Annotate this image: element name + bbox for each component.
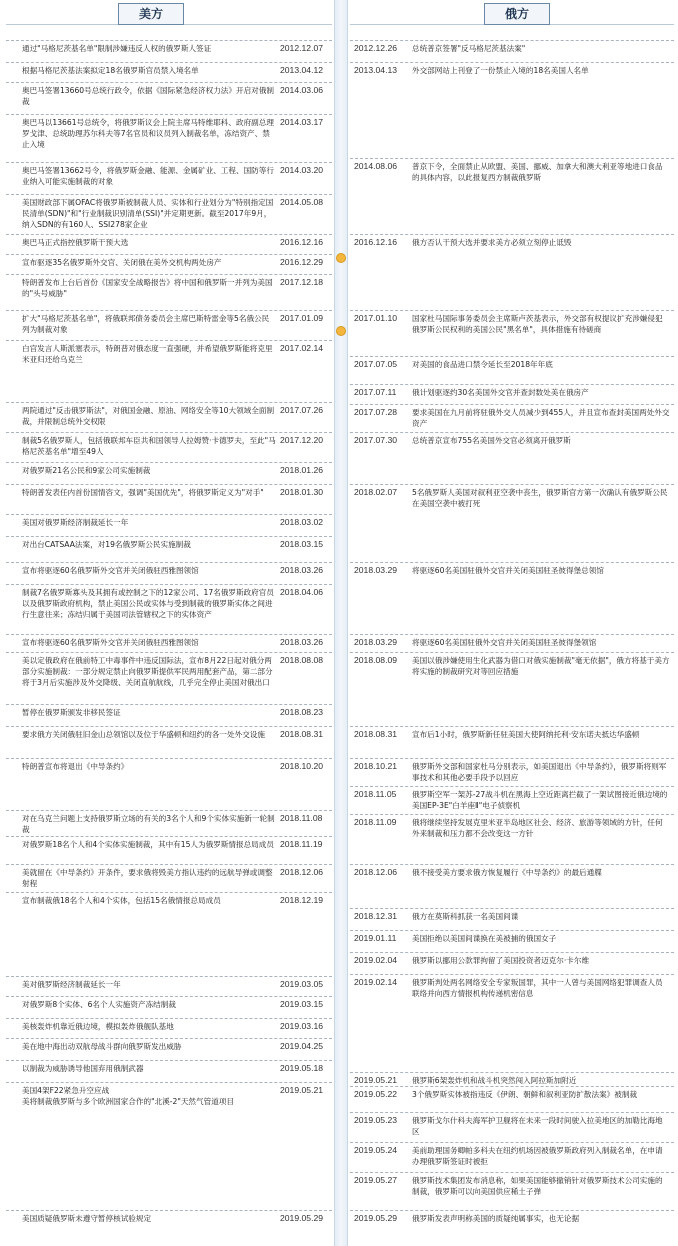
us-timeline-entry <box>6 1210 332 1232</box>
event-date: 2014.03.20 <box>280 165 324 175</box>
event-text: 美在地中海出动双航母战斗群向俄罗斯发出威胁 <box>22 1042 182 1051</box>
event-date: 2014.05.08 <box>280 197 324 207</box>
ru-timeline-entry <box>350 864 674 892</box>
us-timeline-entry <box>6 836 332 864</box>
event-text: 俄罗斯6架轰炸机和战斗机突然闯入阿拉斯加附近 <box>412 1076 577 1085</box>
event-text: 美就留在《中导条约》开条件，要求俄将毁美方指认违约的远航导弹或调整射程 <box>22 868 273 888</box>
event-date: 2014.08.06 <box>354 161 398 171</box>
event-date: 2018.03.15 <box>280 539 324 549</box>
event-text: 对俄罗斯18名个人和4个实体实施制裁，其中有15人为俄罗斯情报总局成员 <box>22 840 274 849</box>
ru-timeline-entry <box>350 930 674 952</box>
timeline-marker-dot <box>336 253 346 263</box>
event-text: 总统普京签署"反马格尼茨基法案" <box>412 44 526 53</box>
event-date: 2018.11.08 <box>280 813 323 823</box>
event-date: 2019.04.25 <box>280 1041 324 1051</box>
event-text: 美国4架F22紧急升空应战 美将制裁俄罗斯与多个欧洲国家合作的"北溪-2"天然气管道项目 <box>22 1086 234 1106</box>
event-date: 2018.11.19 <box>280 839 323 849</box>
us-timeline-entry <box>6 758 332 810</box>
event-date: 2016.12.16 <box>280 237 324 247</box>
us-timeline-entry <box>6 892 332 976</box>
ru-timeline-entry <box>350 40 674 62</box>
event-date: 2014.03.17 <box>280 117 324 127</box>
event-date: 2018.11.05 <box>354 789 397 799</box>
event-date: 2018.04.06 <box>280 587 324 597</box>
us-timeline-entry <box>6 1060 332 1082</box>
event-text: 美国拒绝以美国间谍换在美被捕的俄国女子 <box>412 934 557 943</box>
us-timeline-entry <box>6 402 332 432</box>
us-timeline-entry <box>6 82 332 114</box>
event-text: 俄罗斯以挪用公款罪拘留了美国投资者迈克尔·卡尔维 <box>412 956 590 965</box>
us-timeline-entry <box>6 254 332 276</box>
event-date: 2019.05.21 <box>280 1085 324 1095</box>
ru-timeline-entry <box>350 634 674 654</box>
event-date: 2017.02.14 <box>280 343 324 353</box>
us-timeline-entry <box>6 562 332 584</box>
event-text: 奥巴马签署13660号总统行政令，依据《国际紧急经济权力法》开启对俄制裁 <box>22 86 274 106</box>
us-timeline-entry <box>6 1018 332 1038</box>
ru-timeline-entry <box>350 974 674 1010</box>
event-text: 宣布驱逐35名俄罗斯外交官、关闭俄在美外交机构两处房产 <box>22 258 222 267</box>
event-date: 2016.12.29 <box>280 257 324 267</box>
us-timeline-entry <box>6 484 332 516</box>
event-text: 对俄罗斯21名公民和9家公司实施制裁 <box>22 466 151 475</box>
event-date: 2018.10.21 <box>354 761 398 771</box>
timeline-spine <box>334 0 348 1246</box>
event-date: 2018.08.31 <box>280 729 324 739</box>
event-date: 2018.03.02 <box>280 517 324 527</box>
event-text: 俄将继续坚持发展克里米亚半岛地区社会、经济、旅游等领域的方针，任何外来制裁和压力都不会改变这一方针 <box>412 818 663 838</box>
ru-timeline-entry <box>350 158 674 194</box>
us-timeline-entry <box>6 62 332 84</box>
us-timeline-entry <box>6 194 332 234</box>
event-text: 宣布后1小时，俄罗斯新任驻美国大使阿纳托利·安东诺夫抵达华盛顿 <box>412 730 640 739</box>
event-date: 2013.04.13 <box>354 65 398 75</box>
event-text: 将驱逐60名美国驻俄外交官并关闭美国驻圣彼得堡总领馆 <box>412 566 604 575</box>
event-date: 2019.05.23 <box>354 1115 398 1125</box>
event-text: 宣布将驱逐60名俄罗斯外交官并关闭俄驻西雅图领馆 <box>22 638 199 647</box>
ru-timeline-entry <box>350 1086 674 1114</box>
us-timeline-entry <box>6 162 332 194</box>
event-date: 2019.02.04 <box>354 955 398 965</box>
event-text: 俄方在莫斯科抓获一名美国间谍 <box>412 912 519 921</box>
ru-timeline-entry <box>350 310 674 342</box>
us-timeline-entry <box>6 864 332 892</box>
event-date: 2017.07.11 <box>354 387 397 397</box>
ru-timeline-entry <box>350 62 674 84</box>
ru-timeline-entry <box>350 908 674 930</box>
event-date: 2012.12.26 <box>354 43 398 53</box>
event-date: 2018.08.23 <box>280 707 324 717</box>
event-text: 5名俄罗斯人美国对叙利亚空袭中丧生，俄罗斯官方第一次确认有俄罗斯公民在美国空袭中被打死 <box>412 488 668 508</box>
ru-timeline-entry <box>350 814 674 850</box>
us-timeline-entry <box>6 652 332 704</box>
us-timeline-entry <box>6 976 332 996</box>
event-text: 美以定俄政府在俄前特工中毒事件中违反国际法，宣布8月22日起对俄分两部分实施制裁：一部分规定禁止向俄罗斯提供军民两用配套产品，第二部分将于3月后实施涉及外交降级、关闭直航航线，几乎完全停止美国对俄出口 <box>22 656 273 687</box>
event-date: 2017.07.26 <box>280 405 324 415</box>
event-text: 俄罗斯戈尔什科夫海军护卫舰将在未来一段时间驶入拉美地区的加勒比海地区 <box>412 1116 663 1136</box>
event-date: 2016.12.16 <box>354 237 398 247</box>
event-date: 2018.10.20 <box>280 761 324 771</box>
event-date: 2018.08.09 <box>354 655 398 665</box>
event-date: 2018.03.26 <box>280 565 324 575</box>
ru-timeline-entry <box>350 1072 674 1086</box>
us-timeline-entry <box>6 810 332 836</box>
ru-timeline-entry <box>350 384 674 404</box>
event-text: 俄罗斯发表声明称美国的质疑纯属事实，也无论据 <box>412 1214 580 1223</box>
event-text: 俄罗斯空军一架苏-27战斗机在黑海上空近距离拦截了一架试图接近俄边境的美国EP-3E"白羊座Ⅱ"电子侦察机 <box>412 790 668 810</box>
event-date: 2018.08.08 <box>280 655 324 665</box>
event-text: 总统普京宣布755名美国外交官必须离开俄罗斯 <box>412 436 571 445</box>
event-text: 对出台CATSAA法案，对19名俄罗斯公民实施制裁 <box>22 540 191 549</box>
ru-timeline-entry <box>350 1112 674 1142</box>
event-date: 2018.12.06 <box>280 867 324 877</box>
event-text: 制裁5名俄罗斯人，包括俄联邦车臣共和国领导人拉姆赞·卡德罗夫，至此"马格尼茨基名单"增至49人 <box>22 436 276 456</box>
us-timeline-entry <box>6 310 332 340</box>
event-date: 2017.07.30 <box>354 435 398 445</box>
us-timeline-entry <box>6 1038 332 1060</box>
ru-timeline-entry <box>350 356 674 384</box>
event-text: 通过"马格尼茨基名单"限制涉嫌违反人权的俄罗斯人签证 <box>22 44 212 53</box>
event-date: 2018.12.06 <box>354 867 398 877</box>
us-column-header: 美方 <box>118 3 184 25</box>
us-timeline-entry <box>6 514 332 536</box>
us-timeline-entry <box>6 234 332 256</box>
event-date: 2018.12.31 <box>354 911 398 921</box>
event-date: 2019.03.05 <box>280 979 324 989</box>
event-date: 2017.07.05 <box>354 359 398 369</box>
ru-timeline-entry <box>350 952 674 974</box>
event-text: 奥巴马签署13662号令，将俄罗斯金融、能源、金属矿业、工程、国防等行业纳入可能实施制裁的对象 <box>22 166 274 186</box>
event-text: 奥巴马正式指控俄罗斯干预大选 <box>22 238 129 247</box>
event-text: 扩大"马格尼茨基名单"，将俄联邦债务委员会主席巴斯特雷金等5名俄公民列为制裁对象 <box>22 314 270 334</box>
event-text: 宣布将驱逐60名俄罗斯外交官并关闭俄驻西雅图领馆 <box>22 566 199 575</box>
us-timeline-entry <box>6 432 332 462</box>
event-date: 2013.04.12 <box>280 65 324 75</box>
ru-timeline-entry <box>350 404 674 432</box>
event-date: 2019.05.21 <box>354 1075 398 1085</box>
event-text: 白宫发言人斯派塞表示，特朗普对俄态度一直强硬，并希望俄罗斯能将克里米亚归还给乌克兰 <box>22 344 273 364</box>
event-text: 特朗普发表任内首份国情咨文，强调"美国优先"，将俄罗斯定义为"对手" <box>22 488 264 497</box>
ru-timeline-entry <box>350 432 674 454</box>
event-date: 2019.05.18 <box>280 1063 324 1073</box>
event-date: 2019.01.11 <box>354 933 397 943</box>
event-text: 美国以俄涉嫌使用生化武器为借口对俄实施制裁"毫无依据"，俄方将基于美方将实施的制裁研究对等回应措施 <box>412 656 670 676</box>
us-timeline-entry <box>6 274 332 308</box>
event-date: 2018.01.26 <box>280 465 324 475</box>
event-date: 2018.11.09 <box>354 817 397 827</box>
ru-timeline-entry <box>350 562 674 584</box>
event-date: 2019.05.24 <box>354 1145 398 1155</box>
event-date: 2018.03.29 <box>354 637 398 647</box>
event-text: 3个俄罗斯实体被指违反《伊朗、朝鲜和叙利亚防扩散法案》被制裁 <box>412 1090 638 1099</box>
event-text: 美核轰炸机靠近俄边境，模拟轰炸俄舰队基地 <box>22 1022 174 1031</box>
event-text: 美前助理国务卿帕多科夫在纽约机场因被俄罗斯政府列入制裁名单，在申请办理俄罗斯签证时被拒 <box>412 1146 663 1166</box>
event-date: 2018.12.19 <box>280 895 324 905</box>
event-text: 俄不接受美方要求俄方恢复履行《中导条约》的最后通牒 <box>412 868 602 877</box>
event-date: 2019.03.15 <box>280 999 324 1009</box>
ru-timeline-entry <box>350 1210 674 1232</box>
event-date: 2017.01.09 <box>280 313 324 323</box>
us-timeline-entry <box>6 462 332 484</box>
event-text: 要求美国在九月前将驻俄外交人员减少到455人，并且宣布查封美国两处外交资产 <box>412 408 670 428</box>
timeline-marker-dot <box>336 326 346 336</box>
ru-timeline-entry <box>350 652 674 704</box>
us-timeline-entry <box>6 726 332 758</box>
us-timeline-entry <box>6 634 332 654</box>
event-date: 2018.01.30 <box>280 487 324 497</box>
event-text: 宣布制裁俄18名个人和4个实体，包括15名俄情报总局成员 <box>22 896 221 905</box>
event-date: 2018.03.29 <box>354 565 398 575</box>
us-timeline-entry <box>6 584 332 636</box>
event-text: 特朗普发布上台后首份《国家安全战略报告》将中国和俄罗斯一并列为美国的"头号威胁" <box>22 278 273 298</box>
event-date: 2018.08.31 <box>354 729 398 739</box>
event-text: 根据马格尼茨基法案拟定18名俄罗斯官员禁入境名单 <box>22 66 199 75</box>
event-text: 暂停在俄罗斯颁发非移民签证 <box>22 708 121 717</box>
event-date: 2017.07.28 <box>354 407 398 417</box>
ru-timeline-entry <box>350 758 674 786</box>
ru-timeline-entry <box>350 234 674 256</box>
event-text: 对俄罗斯8个实体、6名个人实施资产冻结制裁 <box>22 1000 176 1009</box>
event-date: 2012.12.07 <box>280 43 324 53</box>
event-date: 2019.05.29 <box>354 1213 398 1223</box>
event-text: 美国财政部下属OFAC将俄罗斯被制裁人员、实体和行业划分为"特别指定国民清单(SDN)"和"行业制裁识别清单(SSI)"并定期更新。截至2017年9月，纳入SDN的有160人、SSI278家企业 <box>22 198 274 229</box>
event-date: 2017.12.20 <box>280 435 324 445</box>
event-date: 2018.02.07 <box>354 487 398 497</box>
event-text: 俄罗斯外交部和国家杜马分别表示，如美国退出《中导条约》，俄罗斯将则军事技术和其他必要手段予以回应 <box>412 762 667 782</box>
event-date: 2019.03.16 <box>280 1021 324 1031</box>
event-text: 美对俄罗斯经济制裁延长一年 <box>22 980 121 989</box>
event-date: 2018.03.26 <box>280 637 324 647</box>
us-timeline-entry <box>6 996 332 1018</box>
event-date: 2014.03.06 <box>280 85 324 95</box>
event-text: 俄方否认干预大选并要求美方必须立刻停止诋毁 <box>412 238 572 247</box>
event-text: 俄计划驱逐约30名美国外交官并查封数处美在俄房产 <box>412 388 589 397</box>
event-text: 奥巴马以13661号总统令，将俄罗斯议会上院主席马特维耶科、政府副总理罗戈津、总统助理苏尔科夫等7名官员和议员列入制裁名单，冻结资产、禁止入境 <box>22 118 274 149</box>
ru-timeline-entry <box>350 786 674 814</box>
ru-timeline-entry <box>350 484 674 516</box>
event-text: 俄罗斯技术集团发布消息称，如果美国能够撤销针对俄罗斯技术公司实施的制裁，俄罗斯可以向美国供应稀土子弹 <box>412 1176 663 1196</box>
ru-timeline-entry <box>350 726 674 758</box>
event-text: 两院通过"反击俄罗斯法"，对俄国金融、原油、网络安全等10大领域全面制裁，并限制总统外交权限 <box>22 406 275 426</box>
event-text: 将驱逐60名美国驻俄外交官并关闭美国驻圣彼得堡领馆 <box>412 638 597 647</box>
ru-column-header: 俄方 <box>484 3 550 25</box>
event-date: 2017.01.10 <box>354 313 398 323</box>
event-text: 俄罗斯判处两名网络安全专家叛国罪，其中一人曾与美国网络犯罪调查人员联络并向西方情报机构传递机密信息 <box>412 978 663 998</box>
event-text: 国家杜马国际事务委员会主席斯卢茨基表示，外交部有权提议扩充涉嫌侵犯俄罗斯公民权利的美国公民"黑名单"，具体措施有待磋商 <box>412 314 663 334</box>
event-text: 普京下令，全面禁止从欧盟、美国、挪威、加拿大和澳大利亚等地进口食品的具体内容，以此报复西方制裁俄罗斯 <box>412 162 663 182</box>
event-date: 2019.05.27 <box>354 1175 398 1185</box>
event-text: 制裁7名俄罗斯寡头及其拥有或控制之下的12家公司、17名俄罗斯政府官员以及俄罗斯政府机构，禁止美国公民或实体与受到制裁的俄罗斯实体之间进行生意往来；冻结归属于美国司法管辖权之下的实体资产 <box>22 588 274 619</box>
event-date: 2019.02.14 <box>354 977 398 987</box>
event-text: 美国对俄罗斯经济制裁延长一年 <box>22 518 129 527</box>
event-text: 要求俄方关闭俄驻旧金山总领馆以及位于华盛顿和纽约的各一处外交设施 <box>22 730 265 739</box>
event-date: 2017.12.18 <box>280 277 324 287</box>
event-text: 对在乌克兰问题上支持俄罗斯立场的有关的3名个人和9个实体实施新一轮制裁 <box>22 814 275 834</box>
us-timeline-entry <box>6 704 332 726</box>
event-text: 对美国的食品进口禁令延长至2018年年底 <box>412 360 553 369</box>
event-text: 美国质疑俄罗斯未遵守暂停核试验规定 <box>22 1214 152 1223</box>
event-text: 以制裁为威胁诱导他国弃用俄制武器 <box>22 1064 144 1073</box>
us-timeline-entry <box>6 1082 332 1210</box>
event-text: 特朗普宣布将退出《中导条约》 <box>22 762 129 771</box>
us-timeline-entry <box>6 340 332 390</box>
us-timeline-entry <box>6 536 332 564</box>
ru-timeline-entry <box>350 1172 674 1202</box>
event-text: 外交部网站上刊登了一份禁止入境的18名美国人名单 <box>412 66 589 75</box>
event-date: 2019.05.22 <box>354 1089 398 1099</box>
ru-timeline-entry <box>350 1142 674 1172</box>
event-date: 2019.05.29 <box>280 1213 324 1223</box>
us-timeline-entry <box>6 40 332 62</box>
